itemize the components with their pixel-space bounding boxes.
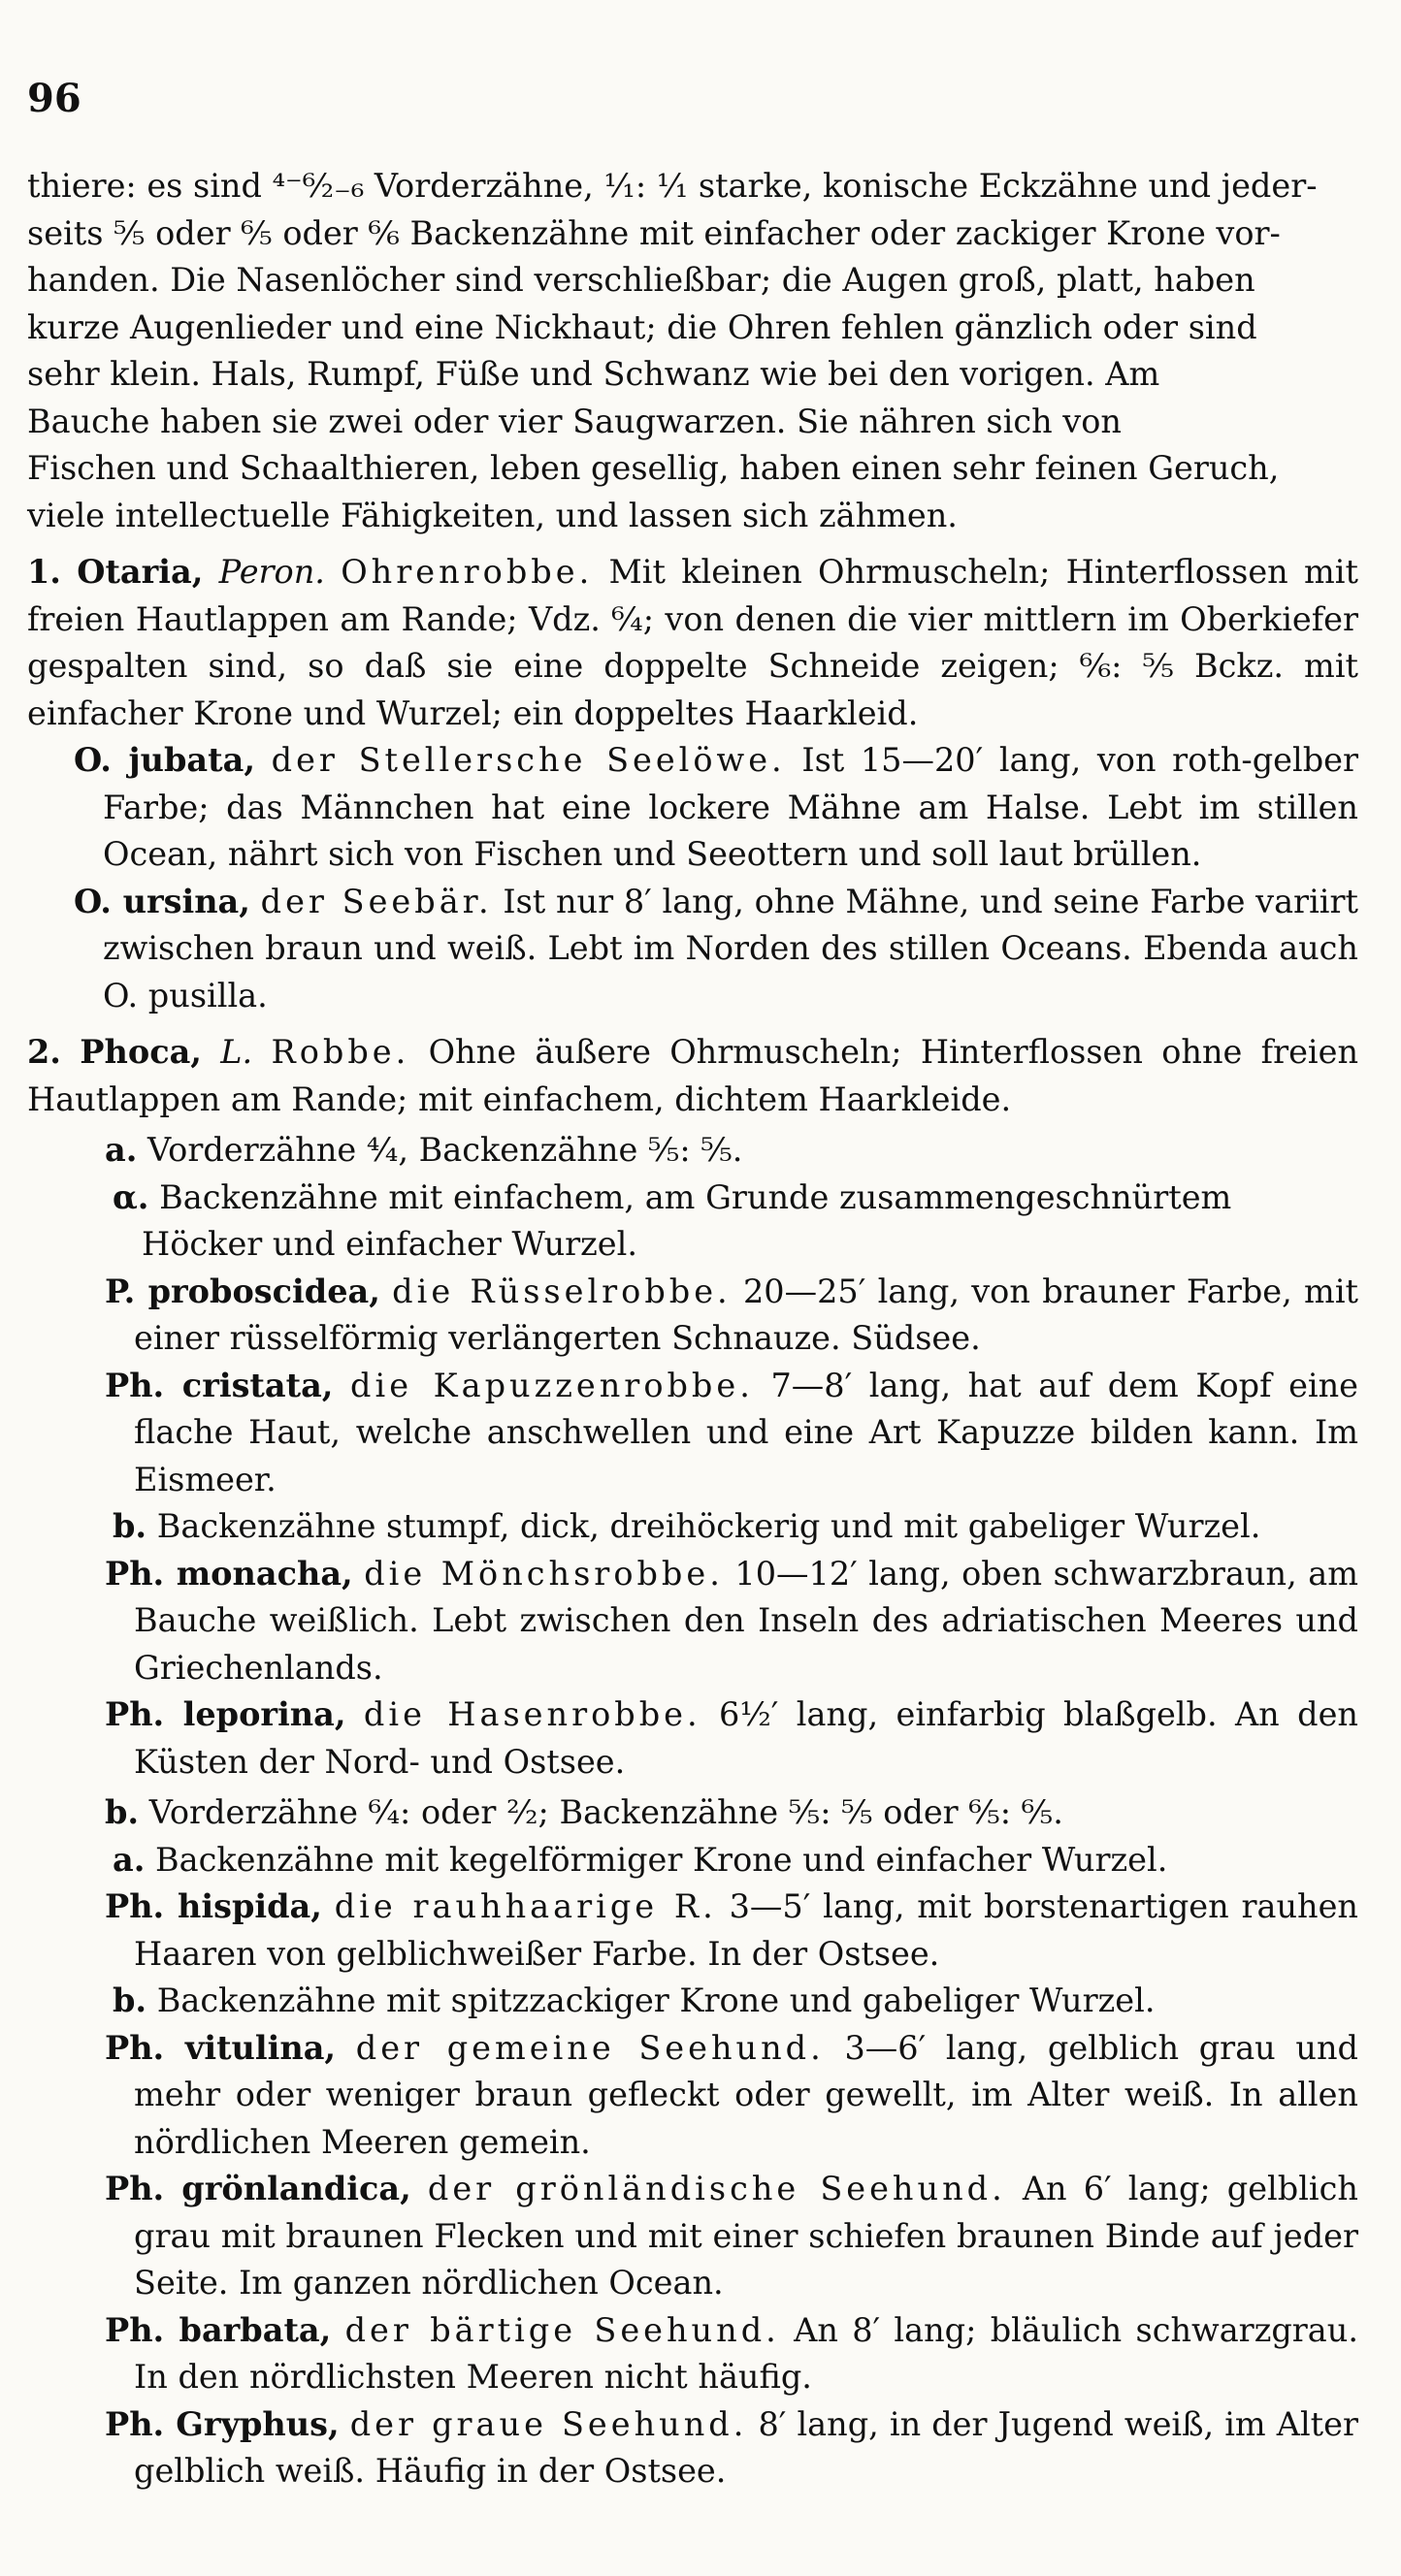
species-entry <box>27 879 1358 1020</box>
species-entry <box>27 737 1358 879</box>
species-description: 6½′ lang, einfarbig blaßgelb. An den Küsten der Nord- und Ostsee. <box>134 1695 1358 1781</box>
species-name: Ph. vitulina, <box>105 2028 337 2067</box>
page-body <box>27 163 1358 2496</box>
subgroup-label: b. <box>105 1793 140 1831</box>
species-common-name: die Mönchsrobbe. <box>364 1554 724 1593</box>
genus-author: L. <box>220 1033 253 1071</box>
species-description: Ist 15—20′ lang, von roth-gelber Farbe; das Männchen hat eine lockere Mähne am Halse. Lebt im stillen Ocean, nährt sich von Fischen und Seeottern und soll laut brüllen. <box>103 741 1358 873</box>
subgroup-a <box>27 1127 1358 1175</box>
genus-name: Phoca, <box>80 1033 202 1071</box>
species-name: O. jubata, <box>74 741 255 779</box>
species-name: Ph. cristata, <box>105 1366 334 1404</box>
subgroup-text: Backenzähne mit einfachem, am Grunde zusammengeschnürtem Höcker und einfacher Wurzel. <box>142 1177 1232 1263</box>
genus-phoca <box>27 1029 1358 1123</box>
species-common-name: der Seebär. <box>260 882 493 920</box>
intro-line: kurze Augenlieder und eine Nickhaut; die Ohren fehlen gänzlich oder sind <box>27 307 1257 346</box>
subgroup-label: a. <box>113 1840 146 1879</box>
page-number: 96 <box>27 76 81 121</box>
species-common-name: der gemeine Seehund. <box>355 2028 825 2067</box>
species-description: An 6′ lang; gelblich grau mit braunen Flecken und mit einer schiefen braunen Binde auf jeder Seite. Im ganzen nördlichen Ocean. <box>134 2170 1358 2302</box>
species-name: O. ursina, <box>74 882 250 920</box>
species-entry <box>27 2307 1358 2401</box>
species-description: 8′ lang, in der Jugend weiß, im Alter gelblich weiß. Häufig in der Ostsee. <box>134 2404 1358 2490</box>
genus-number: 2. <box>27 1033 61 1071</box>
genus-number: 1. <box>27 553 61 591</box>
intro-paragraph <box>27 163 1358 539</box>
subgroup-text: Backenzähne mit spitzzackiger Krone und gabeliger Wurzel. <box>156 1981 1156 2019</box>
genus-common-name: Ohrenrobbe. <box>341 553 594 591</box>
species-description: 7—8′ lang, hat auf dem Kopf eine flache Haut, welche anschwellen und eine Art Kapuzze bilden kann. Im Eismeer. <box>134 1366 1359 1498</box>
species-entry <box>27 1691 1358 1786</box>
species-common-name: die Hasenrobbe. <box>363 1695 701 1733</box>
species-entry <box>27 2025 1358 2167</box>
species-entry <box>27 1551 1358 1692</box>
genus-description: Mit kleinen Ohrmuscheln; Hinterflossen mit freien Hautlappen am Rande; Vdz. ⁶⁄₄; von denen die vier mittlern im Oberkiefer gespalten sind, so daß sie eine doppelte Schneide zeigen; ⁶⁄₆: ⁵⁄₅ Bckz. mit einfacher Krone und Wurzel; ein doppeltes Haarkleid. <box>27 553 1358 732</box>
genus-otaria <box>27 549 1358 737</box>
species-description: 20—25′ lang, von brauner Farbe, mit einer rüsselförmig verlängerten Schnauze. Südsee. <box>134 1272 1358 1357</box>
subgroup-label: b. <box>113 1507 147 1545</box>
genus-common-name: Robbe. <box>271 1033 410 1071</box>
species-description: 3—6′ lang, gelblich grau und mehr oder weniger braun gefleckt oder gewellt, im Alter weiß. In allen nördlichen Meeren gemein. <box>134 2028 1358 2161</box>
species-name: Ph. monacha, <box>105 1554 353 1593</box>
species-common-name: der bärtige Seehund. <box>344 2310 780 2349</box>
subgroup-text: Vorderzähne ⁶⁄₄: oder ²⁄₂; Backenzähne ⁵⁄₅: ⁵⁄₅ oder ⁶⁄₅: ⁶⁄₅. <box>148 1793 1063 1831</box>
species-name: Ph. leporina, <box>105 1695 346 1733</box>
intro-line: handen. Die Nasenlöcher sind verschließbar; die Augen groß, platt, haben <box>27 261 1255 299</box>
genus-author: Peron. <box>218 553 325 591</box>
subgroup-b-beta <box>27 1978 1358 2025</box>
subgroup-text: Backenzähne mit kegelförmiger Krone und einfacher Wurzel. <box>155 1840 1168 1879</box>
intro-line: viele intellectuelle Fähigkeiten, und lassen sich zähmen. <box>27 496 958 534</box>
species-name: P. proboscidea, <box>105 1272 380 1310</box>
subgroup-text: Backenzähne stumpf, dick, dreihöckerig und mit gabeliger Wurzel. <box>156 1507 1261 1545</box>
species-entry <box>27 2166 1358 2307</box>
subgroup-label: α. <box>113 1177 149 1216</box>
subgroup-a-alpha <box>27 1175 1358 1269</box>
intro-line: sehr klein. Hals, Rumpf, Füße und Schwanz wie bei den vorigen. Am <box>27 355 1160 393</box>
species-common-name: die rauhhaarige R. <box>334 1887 717 1925</box>
species-entry <box>27 1884 1358 1978</box>
intro-line: thiere: es sind ⁴⁻⁶⁄₂₋₆ Vorderzähne, ¹⁄₁: ¹⁄₁ starke, konische Eckzähne und jeder- <box>27 167 1318 205</box>
species-description: 10—12′ lang, oben schwarzbraun, am Bauche weißlich. Lebt zwischen den Inseln des adriatischen Meeres und Griechenlands. <box>134 1554 1358 1687</box>
species-name: Ph. Gryphus, <box>105 2404 340 2443</box>
genus-description: Ohne äußere Ohrmuscheln; Hinterflossen ohne freien Hautlappen am Rande; mit einfachem, dichtem Haarkleide. <box>27 1033 1359 1118</box>
subgroup-a-beta <box>27 1503 1358 1551</box>
subgroup-b <box>27 1789 1358 1837</box>
species-description: An 8′ lang; bläulich schwarzgrau. In den nördlichsten Meeren nicht häufig. <box>134 2310 1358 2396</box>
subgroup-b-alpha <box>27 1837 1358 1884</box>
species-entry <box>27 1269 1358 1363</box>
subgroup-text: Vorderzähne ⁴⁄₄, Backenzähne ⁵⁄₅: ⁵⁄₅. <box>147 1131 743 1169</box>
species-common-name: die Rüsselrobbe. <box>392 1272 732 1310</box>
species-entry <box>27 1363 1358 1504</box>
species-name: Ph. grönlandica, <box>105 2170 411 2207</box>
species-name: Ph. hispida, <box>105 1887 322 1925</box>
species-name: Ph. barbata, <box>105 2310 332 2349</box>
species-description: 3—5′ lang, mit borstenartigen rauhen Haaren von gelblichweißer Farbe. In der Ostsee. <box>134 1887 1359 1973</box>
species-common-name: die Kapuzzenrobbe. <box>350 1366 754 1404</box>
intro-line: Bauche haben sie zwei oder vier Saugwarzen. Sie nähren sich von <box>27 402 1122 440</box>
subgroup-label: b. <box>113 1981 147 2019</box>
species-description: Ist nur 8′ lang, ohne Mähne, und seine Farbe variirt zwischen braun und weiß. Lebt im Norden des stillen Oceans. Ebenda auch O. pusilla. <box>103 882 1358 1014</box>
subgroup-label: a. <box>105 1131 138 1169</box>
genus-name: Otaria, <box>77 553 204 591</box>
intro-line: seits ⁵⁄₅ oder ⁶⁄₅ oder ⁶⁄₆ Backenzähne mit einfacher oder zackiger Krone vor- <box>27 213 1281 252</box>
intro-line: Fischen und Schaalthieren, leben gesellig, haben einen sehr feinen Geruch, <box>27 449 1280 487</box>
species-common-name: der grönländische Seehund. <box>427 2170 1006 2207</box>
species-entry <box>27 2401 1358 2496</box>
species-common-name: der Stellersche Seelöwe. <box>271 741 786 779</box>
species-common-name: der graue Seehund. <box>349 2404 748 2443</box>
